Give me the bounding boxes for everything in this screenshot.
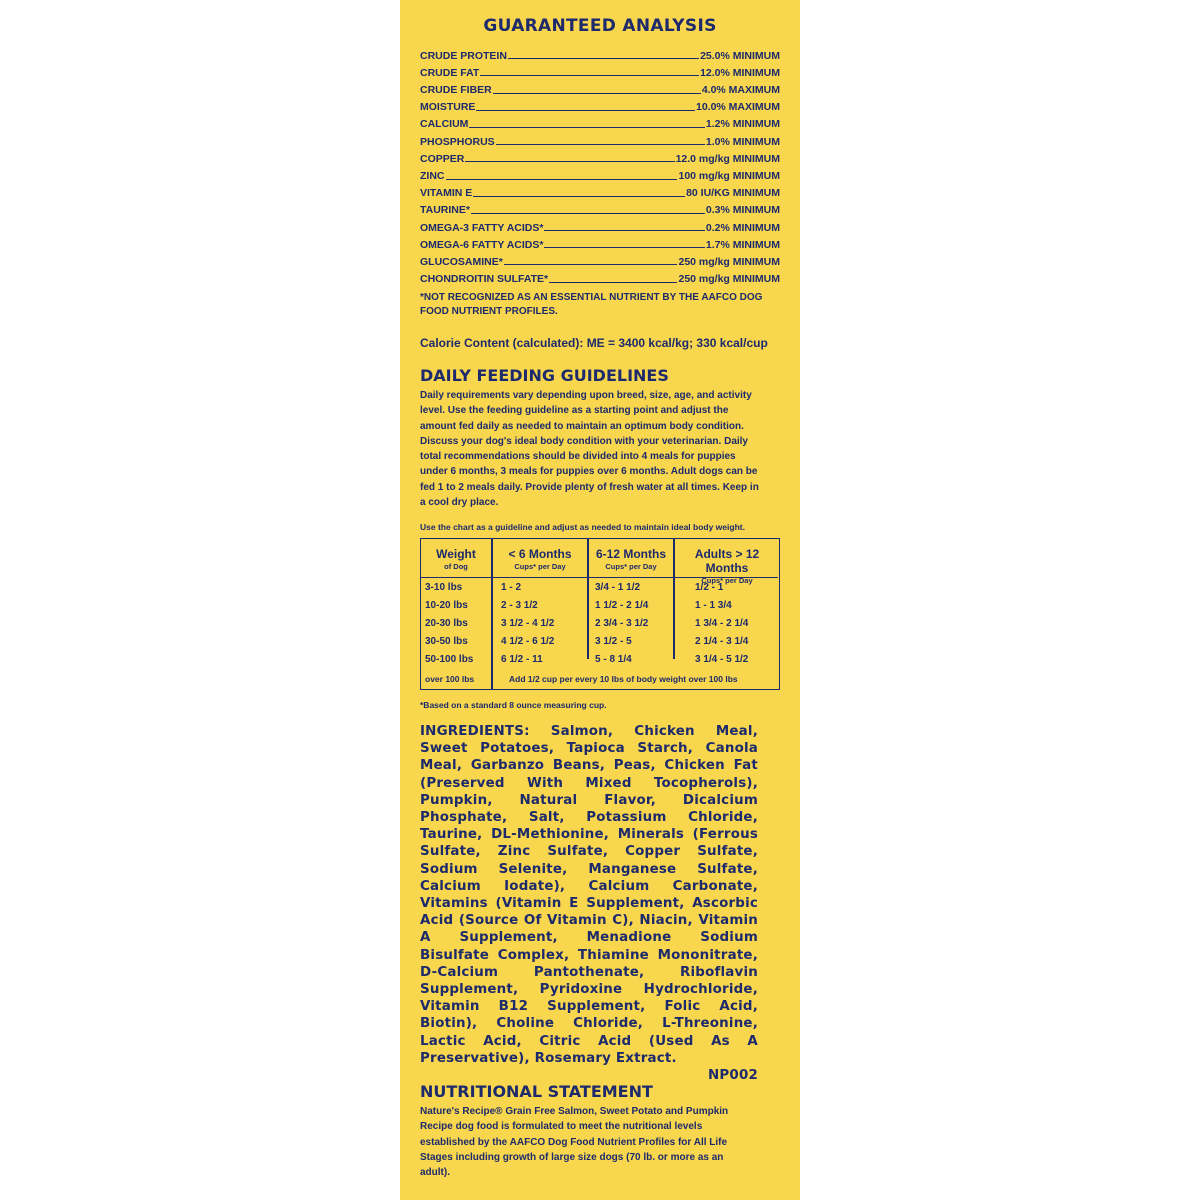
cups-cell: 3 1/4 - 5 1/2 <box>695 654 749 665</box>
leader-line <box>465 161 674 162</box>
table-row <box>421 633 778 651</box>
cups-cell: 5 - 8 1/4 <box>595 654 632 665</box>
nutrient-value: 12.0% MINIMUM <box>700 66 780 79</box>
nutrient-name: CHONDROITIN SULFATE* <box>420 273 549 286</box>
table-row <box>421 615 778 633</box>
nutrient-name: TAURINE* <box>420 204 470 217</box>
cups-cell: 3/4 - 1 1/2 <box>595 582 641 593</box>
feeding-guidelines-title: DAILY FEEDING GUIDELINES <box>420 366 669 385</box>
nutrient-value: 4.0% MAXIMUM <box>701 84 780 97</box>
over-100-instruction: Add 1/2 cup per every 10 lbs of body weight over 100 lbs <box>509 674 738 684</box>
analysis-row <box>420 199 780 216</box>
analysis-row <box>420 61 780 78</box>
cups-cell: 3 1/2 - 5 <box>595 636 632 647</box>
cups-cell: 1 1/2 - 2 1/4 <box>595 600 649 611</box>
cup-footnote: *Based on a standard 8 ounce measuring cup. <box>420 700 607 710</box>
feeding-table-header <box>421 539 778 585</box>
guaranteed-analysis-title: GUARANTEED ANALYSIS <box>483 16 717 36</box>
ingredients-label: INGREDIENTS: <box>420 724 530 739</box>
analysis-row <box>420 216 780 233</box>
weight-cell: 10-20 lbs <box>425 600 468 611</box>
weight-cell: over 100 lbs <box>425 674 475 684</box>
nutrient-name: MOISTURE <box>420 101 476 114</box>
header-under-6-months-title: < 6 Months <box>508 547 572 561</box>
product-code: NP002 <box>708 1068 758 1084</box>
ingredients-block <box>420 723 758 1084</box>
nutrient-value: 0.2% MINIMUM <box>705 221 780 234</box>
nutrient-name: COPPER <box>420 152 465 165</box>
leader-line <box>544 247 704 248</box>
analysis-row <box>420 267 780 284</box>
nutrient-value: 1.0% MINIMUM <box>705 135 780 148</box>
cups-cell: 2 1/4 - 3 1/4 <box>695 636 749 647</box>
header-adults-title: Adults > 12 Months <box>694 547 760 575</box>
leader-line <box>471 213 705 214</box>
table-row <box>421 579 778 597</box>
nutrient-value: 0.3% MINIMUM <box>705 204 780 217</box>
label-panel <box>400 0 800 1200</box>
analysis-row <box>420 164 780 181</box>
weight-cell: 20-30 lbs <box>425 618 468 629</box>
guaranteed-analysis-list <box>420 44 780 285</box>
analysis-row <box>420 78 780 95</box>
analysis-row <box>420 147 780 164</box>
nutrient-name: VITAMIN E <box>420 187 473 200</box>
header-6-12-months-sub: Cups* per Day <box>605 562 657 571</box>
nutrient-name: ZINC <box>420 170 445 182</box>
leader-line <box>469 127 704 128</box>
table-row <box>421 651 778 669</box>
ingredients-list: Salmon, Chicken Meal, Sweet Potatoes, Tapioca Starch, Canola Meal, Garbanzo Beans, Peas, Chicken Fat (Preserved With Mixed Tocopherols), Pumpkin, Natural Flavor, Dicalcium Phosphate, Salt, Potassium Chloride, Taurine, DL-Methionine, Minerals (Ferrous Sulfate, Zinc Sulfate, Copper Sulfate, Sodium Selenite, Manganese Sulfate, Calcium Iodate), Calcium Carbonate, Vitamins (Vitamin E Supplement, Ascorbic Acid (Source Of Vitamin C), Niacin, Vitamin A Supplement, Menadione Sodium Bisulfate Complex, Thiamine Mononitrate, D-Calcium Pantothenate, Riboflavin Supplement, Pyridoxine Hydrochloride, Vitamin B12 Supplement, Folic Acid, Biotin), Choline Chloride, L-Threonine, Lactic Acid, Citric Acid (Used As A Preservative), Rosemary Extract. <box>420 724 758 1066</box>
leader-line <box>504 264 678 265</box>
nutrient-value: 250 mg/kg MINIMUM <box>678 273 780 286</box>
nutritional-statement-title: NUTRITIONAL STATEMENT <box>420 1082 653 1101</box>
weight-cell: 30-50 lbs <box>425 636 468 647</box>
calorie-content: Calorie Content (calculated): ME = 3400 kcal/kg; 330 kcal/cup <box>420 336 768 350</box>
nutrient-value: 1.2% MINIMUM <box>705 118 780 131</box>
table-row <box>421 597 778 615</box>
weight-cell: 3-10 lbs <box>425 582 463 593</box>
analysis-row <box>420 96 780 113</box>
header-under-6-months <box>493 539 587 577</box>
header-6-12-months <box>589 539 673 577</box>
nutrient-value: 250 mg/kg MINIMUM <box>678 255 780 268</box>
nutrient-value: 10.0% MAXIMUM <box>695 101 780 114</box>
feeding-table <box>420 538 780 690</box>
nutrient-value: 80 IU/KG MINIMUM <box>686 187 780 200</box>
leader-line <box>549 282 677 283</box>
analysis-row <box>420 233 780 250</box>
nutrient-name: GLUCOSAMINE* <box>420 255 503 268</box>
analysis-row <box>420 130 780 147</box>
analysis-row <box>420 182 780 199</box>
cups-cell: 1 3/4 - 2 1/4 <box>695 618 749 629</box>
leader-line <box>544 230 704 231</box>
nutritional-statement-text: Nature's Recipe® Grain Free Salmon, Sweet Potato and Pumpkin Recipe dog food is formulated to meet the nutritional levels established by the AAFCO Dog Food Nutrient Profiles for All Life Stages including growth of large size dogs (70 lb. or more as an adult). <box>420 1106 729 1179</box>
feeding-guidelines-text: Daily requirements vary depending upon breed, size, age, and activity level. Use the feeding guideline as a starting point and adjust the amount fed daily as needed to maintain an optimum body condition. Discuss your dog's ideal body condition with your veterinarian. Daily total recommendations should be divided into 4 meals for puppies under 6 months, 3 meals for puppies over 6 months. Adult dogs can be fed 1 to 2 meals daily. Provide plenty of fresh water at all times. Keep in a cool dry place. <box>420 390 759 509</box>
cups-cell: 1 - 2 <box>501 582 522 593</box>
weight-cell: 50-100 lbs <box>425 654 474 665</box>
leader-line <box>446 179 678 180</box>
nutrient-name: OMEGA-3 FATTY ACIDS* <box>420 221 544 234</box>
header-adults <box>675 539 779 585</box>
header-weight <box>421 539 491 577</box>
cups-cell: 4 1/2 - 6 1/2 <box>501 636 555 647</box>
header-under-6-months-sub: Cups* per Day <box>514 562 566 571</box>
cups-cell: 2 - 3 1/2 <box>501 600 538 611</box>
nutrient-name: CRUDE PROTEIN <box>420 49 507 62</box>
leader-line <box>496 144 705 145</box>
leader-line <box>473 196 685 197</box>
cups-cell: 2 3/4 - 3 1/2 <box>595 618 649 629</box>
nutrient-value: 100 mg/kg MINIMUM <box>678 170 780 182</box>
nutrient-value: 12.0 mg/kg MINIMUM <box>675 152 780 165</box>
header-weight-title: Weight <box>436 547 476 561</box>
header-weight-sub: of Dog <box>444 562 468 571</box>
analysis-row <box>420 250 780 267</box>
nutrient-name: PHOSPHORUS <box>420 135 495 148</box>
leader-line <box>480 75 699 76</box>
table-row-over-100 <box>421 671 778 689</box>
nutrient-value: 1.7% MINIMUM <box>705 238 780 251</box>
leader-line <box>493 93 701 94</box>
leader-line <box>508 58 699 59</box>
nutrient-name: CRUDE FIBER <box>420 84 492 97</box>
header-adults-sub: Cups* per Day <box>701 576 753 585</box>
analysis-row <box>420 113 780 130</box>
cups-cell: 3 1/2 - 4 1/2 <box>501 618 555 629</box>
leader-line <box>476 110 695 111</box>
cups-cell: 1/2 - 1 <box>695 582 724 593</box>
nutrient-name: CRUDE FAT <box>420 66 480 79</box>
chart-intro: Use the chart as a guideline and adjust as needed to maintain ideal body weight. <box>420 522 745 532</box>
header-6-12-months-title: 6-12 Months <box>595 547 666 561</box>
cups-cell: 6 1/2 - 11 <box>501 654 543 665</box>
analysis-row <box>420 44 780 61</box>
cups-cell: 1 - 1 3/4 <box>695 600 732 611</box>
nutrient-name: OMEGA-6 FATTY ACIDS* <box>420 238 544 251</box>
nutrient-value: 25.0% MINIMUM <box>700 49 780 62</box>
nutrient-name: CALCIUM <box>420 118 469 131</box>
aafco-note: *NOT RECOGNIZED AS AN ESSENTIAL NUTRIENT BY THE AAFCO DOG FOOD NUTRIENT PROFILES. <box>420 292 763 317</box>
